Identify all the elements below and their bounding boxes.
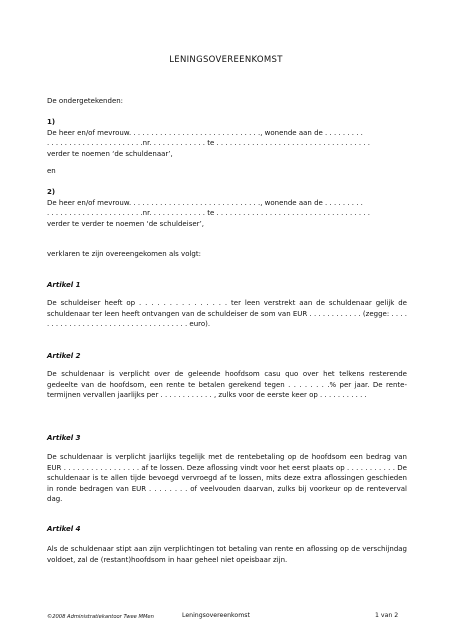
article-1-heading: Artikel 1 [47,281,81,289]
party-2-line-3: verder te verder te noemen ‘de schuldeiser’, [47,219,204,228]
party-2-number: 2) [47,188,56,196]
article-1-text: De schuldeiser heeft op . . . . . . . . . . . . . . . ter leen verstrekt aan de schuldenaar gelijk de schuldenaar ter leen heeft ontvangen van de schuldeiser de som van EUR . . . . . . . . . . . . (zegge: . . . . . . . . . . . . . . . . . . . . . . . . . . . . . . . . . . . . euro). [47,299,407,328]
article-4-text: Als de schuldenaar stipt aan zijn verplichtingen tot betaling van rente en aflossing op de verschijndag voldoet, zal de (restant)hoofdsom in haar geheel niet opeisbaar zijn. [47,545,407,564]
footer-page-number: 1 van 2 [375,612,399,619]
party-2-line-2: . . . . . . . . . . . . . . . . . . . . . .nr. . . . . . . . . . . . . te . . . . . . . . . . . . . . . . . . . . . . . . . . . . . . . . . . . [47,209,371,217]
footer-copyright: ©2008 Administratiekantoor Twee MMen [47,614,154,620]
document-title: LENINGSOVEREENKOMST [169,55,283,65]
party-1-line-1: De heer en/of mevrouw. . . . . . . . . . . . . . . . . . . . . . . . . . . . . ., wonende aan de . . . . . . . . . [47,128,363,137]
party-2-line-1: De heer en/of mevrouw. . . . . . . . . . . . . . . . . . . . . . . . . . . . . ., wonende aan de . . . . . . . . . [47,198,363,207]
party-1 [47,117,407,159]
article-2-text: De schuldenaar is verplicht over de geleende hoofdsom casu quo over het telkens resterende gedeelte van de hoofdsom, een rente te betalen gerekend tegen . . . . . . . .% per jaar. De rente-termijnen vervallen jaarlijks per . . . . . . . . . . . . , zulks voor de eerste keer op . . . . . . . . . . . [47,370,407,399]
footer-doc-name: Leningsovereenkomst [182,612,250,619]
article-3-heading: Artikel 3 [47,434,81,442]
and-text: en [47,167,56,175]
party-1-number: 1) [47,118,56,126]
article-3-text: De schuldenaar is verplicht jaarlijks tegelijk met de rentebetaling op de hoofdsom een bedrag van EUR . . . . . . . . . . . . . . . . . af te lossen. Deze aflossing vindt voor het eerst plaats op . . . . . . . . . . . De schuldenaar is te allen tijde bevoegd vervroegd af te lossen, mits deze extra aflossingen geschieden in ronde bedragen van EUR . . . . . . . . of veelvouden daarvan, zulks bij voorkeur op de renteverval dag. [47,453,407,503]
article-4-heading: Artikel 4 [47,525,81,533]
party-1-line-3: verder te noemen ‘de schuldenaar’, [47,149,173,158]
party-2 [47,187,407,229]
article-2-heading: Artikel 2 [47,352,81,360]
intro-text: De ondergetekenden: [47,97,124,105]
declare-text: verklaren te zijn overeengekomen als volgt: [47,250,201,258]
party-1-line-2: . . . . . . . . . . . . . . . . . . . . . .nr. . . . . . . . . . . . . te . . . . . . . . . . . . . . . . . . . . . . . . . . . . . . . . . . . [47,139,371,147]
